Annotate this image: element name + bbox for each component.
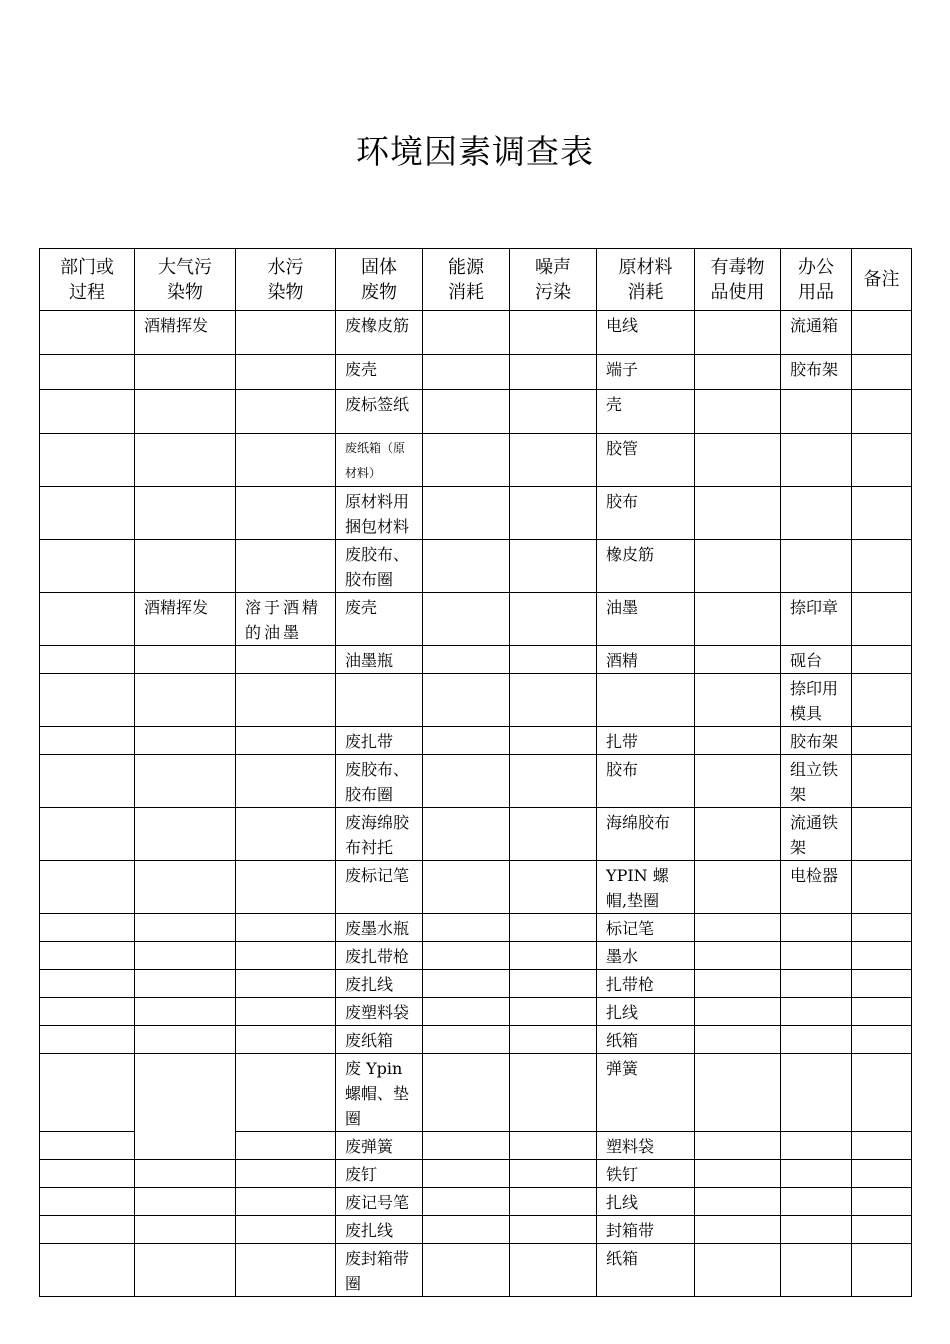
table-cell (695, 540, 781, 593)
table-cell (423, 674, 510, 727)
table-cell (423, 1026, 510, 1054)
table-cell (236, 755, 336, 808)
table-row (40, 1026, 912, 1054)
table-cell (423, 487, 510, 540)
table-cell (781, 1188, 852, 1216)
table-cell (852, 390, 912, 434)
table-cell (40, 390, 135, 434)
table-cell (40, 674, 135, 727)
table-cell (695, 487, 781, 540)
table-cell (423, 1160, 510, 1188)
table-cell: 原材料用捆包材料 (336, 487, 423, 540)
table-cell (695, 727, 781, 755)
table-cell (40, 970, 135, 998)
table-cell (781, 540, 852, 593)
table-cell (781, 1216, 852, 1244)
table-row (40, 355, 912, 390)
table-cell (510, 998, 597, 1026)
table-cell (852, 727, 912, 755)
environmental-factor-table (39, 248, 912, 1297)
table-cell (695, 1160, 781, 1188)
table-cell: 溶于酒精的油墨 (236, 593, 336, 646)
table-cell (695, 808, 781, 861)
table-cell (781, 1132, 852, 1160)
table-row (40, 646, 912, 674)
table-row (40, 487, 912, 540)
table-cell (852, 808, 912, 861)
table-cell (423, 355, 510, 390)
table-cell (423, 942, 510, 970)
table-cell (40, 808, 135, 861)
table-cell: 废扎带枪 (336, 942, 423, 970)
table-cell (510, 311, 597, 355)
table-row (40, 755, 912, 808)
table-row (40, 727, 912, 755)
table-cell (510, 1132, 597, 1160)
table-row (40, 808, 912, 861)
table-cell (781, 914, 852, 942)
table-cell (510, 1026, 597, 1054)
table-cell (135, 914, 236, 942)
table-cell (135, 861, 236, 914)
column-header-line: 消耗 (627, 281, 664, 303)
table-cell (135, 674, 236, 727)
column-header-line: 染物 (267, 281, 304, 303)
table-cell: 塑料袋 (597, 1132, 695, 1160)
table-cell: 废墨水瓶 (336, 914, 423, 942)
table-cell (40, 914, 135, 942)
column-header-line: 原材料 (618, 256, 673, 278)
table-cell (40, 727, 135, 755)
table-cell (236, 727, 336, 755)
column-header (336, 249, 423, 311)
column-header-line: 能源 (448, 256, 484, 278)
table-cell: 扎带 (597, 727, 695, 755)
table-cell: 胶布 (597, 487, 695, 540)
table-cell: 端子 (597, 355, 695, 390)
table-cell (135, 1026, 236, 1054)
table-cell (135, 646, 236, 674)
table-cell (135, 355, 236, 390)
table-cell (597, 674, 695, 727)
table-cell (40, 755, 135, 808)
table-cell (236, 970, 336, 998)
table-cell (236, 1188, 336, 1216)
table-cell (236, 1026, 336, 1054)
table-cell (695, 1216, 781, 1244)
table-cell (695, 674, 781, 727)
table-row (40, 1244, 912, 1297)
table-cell (423, 970, 510, 998)
table-cell (423, 755, 510, 808)
table-cell (40, 942, 135, 970)
table-cell (40, 861, 135, 914)
table-cell: 电检器 (781, 861, 852, 914)
table-cell (236, 674, 336, 727)
table-cell (781, 487, 852, 540)
table-cell: 标记笔 (597, 914, 695, 942)
table-cell (852, 434, 912, 487)
table-cell: 扎线 (597, 1188, 695, 1216)
table-cell (423, 727, 510, 755)
table-cell (852, 674, 912, 727)
column-header-line: 过程 (69, 281, 105, 303)
table-cell (236, 1054, 336, 1132)
table-cell (135, 390, 236, 434)
table-cell: 胶布架 (781, 355, 852, 390)
table-cell (40, 1026, 135, 1054)
column-header-line: 噪声 (535, 256, 571, 278)
table-cell (236, 540, 336, 593)
table-cell (423, 390, 510, 434)
table-cell: 废记号笔 (336, 1188, 423, 1216)
column-header (423, 249, 510, 311)
table-cell (236, 646, 336, 674)
table-cell: 废扎线 (336, 970, 423, 998)
table-cell (40, 1244, 135, 1297)
table-row (40, 1188, 912, 1216)
column-header (135, 249, 236, 311)
table-cell (510, 1160, 597, 1188)
column-header-line: 品使用 (710, 281, 765, 303)
table-cell: 废 Ypin 螺帽、垫圈 (336, 1054, 423, 1132)
table-row (40, 674, 912, 727)
table-cell (423, 311, 510, 355)
table-cell (852, 1216, 912, 1244)
table-cell (510, 1188, 597, 1216)
column-header-line: 水污 (267, 256, 304, 278)
table-row (40, 942, 912, 970)
table-cell (695, 390, 781, 434)
table-cell (135, 970, 236, 998)
table-cell (852, 646, 912, 674)
table-cell (135, 1188, 236, 1216)
table-cell (852, 755, 912, 808)
table-row (40, 390, 912, 434)
table-cell (236, 914, 336, 942)
table-cell (40, 434, 135, 487)
table-cell (135, 487, 236, 540)
table-cell (423, 434, 510, 487)
table-cell (781, 942, 852, 970)
table-cell (336, 674, 423, 727)
table-cell (695, 1244, 781, 1297)
table-cell (510, 808, 597, 861)
table-cell (510, 861, 597, 914)
table-cell (40, 311, 135, 355)
table-cell (40, 1216, 135, 1244)
table-cell (695, 434, 781, 487)
table-cell (510, 942, 597, 970)
table-cell (510, 914, 597, 942)
table-cell: 铁钉 (597, 1160, 695, 1188)
table-cell (781, 1054, 852, 1132)
table-cell (695, 355, 781, 390)
page-title: 环境因素调查表 (356, 132, 594, 171)
column-header-line: 消耗 (448, 281, 484, 303)
table-cell (236, 1244, 336, 1297)
column-header (236, 249, 336, 311)
table-cell (40, 998, 135, 1026)
table-cell (135, 1244, 236, 1297)
table-cell (423, 1216, 510, 1244)
table-cell (852, 1244, 912, 1297)
table-row (40, 861, 912, 914)
table-cell (135, 808, 236, 861)
table-cell (695, 1132, 781, 1160)
table-cell (852, 487, 912, 540)
table-cell: 电线 (597, 311, 695, 355)
table-cell: 油墨瓶 (336, 646, 423, 674)
table-cell (40, 355, 135, 390)
table-cell (510, 434, 597, 487)
column-header-line: 有毒物 (710, 256, 765, 278)
table-cell: 废弹簧 (336, 1132, 423, 1160)
table-cell (135, 434, 236, 487)
table-cell (852, 1132, 912, 1160)
table-row (40, 1216, 912, 1244)
table-cell (236, 1160, 336, 1188)
table-cell (852, 540, 912, 593)
table-cell: 纸箱 (597, 1244, 695, 1297)
table-cell: 壳 (597, 390, 695, 434)
table-cell (695, 311, 781, 355)
table-cell: 扎线 (597, 998, 695, 1026)
table-cell: 胶布架 (781, 727, 852, 755)
table-cell: 废胶布、胶布圈 (336, 755, 423, 808)
table-cell: 废胶布、胶布圈 (336, 540, 423, 593)
table-cell (236, 434, 336, 487)
table-cell (695, 942, 781, 970)
table-cell (695, 914, 781, 942)
table-cell (781, 1244, 852, 1297)
table-cell: 扎带枪 (597, 970, 695, 998)
table-cell (135, 942, 236, 970)
table-cell (781, 434, 852, 487)
table-cell (135, 1054, 236, 1160)
table-cell: 废海绵胶布衬托 (336, 808, 423, 861)
table-cell (423, 540, 510, 593)
table-cell (781, 970, 852, 998)
table-cell: 橡皮筋 (597, 540, 695, 593)
table-cell (236, 1216, 336, 1244)
column-header-line: 污染 (535, 281, 571, 303)
column-header-line: 部门或 (60, 256, 114, 278)
table-cell (510, 1054, 597, 1132)
table-cell (510, 970, 597, 998)
table-cell (510, 1216, 597, 1244)
table-cell: 废封箱带圈 (336, 1244, 423, 1297)
table-cell: 酒精 (597, 646, 695, 674)
table-row (40, 434, 912, 487)
table-cell (423, 914, 510, 942)
table-cell: 弹簧 (597, 1054, 695, 1132)
table-cell (852, 1026, 912, 1054)
column-header (695, 249, 781, 311)
table-cell (852, 1054, 912, 1132)
table-cell (40, 487, 135, 540)
table-cell: 废塑料袋 (336, 998, 423, 1026)
column-header-line: 办公 (798, 256, 834, 278)
column-header (781, 249, 852, 311)
table-cell: 流通铁架 (781, 808, 852, 861)
table-cell: 酒精挥发 (135, 311, 236, 355)
table-cell (695, 755, 781, 808)
table-cell (236, 311, 336, 355)
table-cell (423, 998, 510, 1026)
table-cell (135, 540, 236, 593)
table-cell (423, 1132, 510, 1160)
table-cell: 油墨 (597, 593, 695, 646)
table-cell (781, 1160, 852, 1188)
table-cell (510, 646, 597, 674)
table-cell (423, 1188, 510, 1216)
column-header-line: 废物 (361, 281, 397, 303)
table-cell: 砚台 (781, 646, 852, 674)
table-row (40, 540, 912, 593)
table-row (40, 998, 912, 1026)
table-cell (695, 646, 781, 674)
table-cell: 废标记笔 (336, 861, 423, 914)
table-cell (236, 861, 336, 914)
table-cell (40, 1054, 135, 1132)
table-cell: 废纸箱 (336, 1026, 423, 1054)
table-cell (236, 942, 336, 970)
table-row (40, 970, 912, 998)
table-row (40, 593, 912, 646)
table-row (40, 311, 912, 355)
table-cell (423, 1244, 510, 1297)
table-cell: YPIN 螺帽,垫圈 (597, 861, 695, 914)
table-cell: 流通箱 (781, 311, 852, 355)
table-cell (236, 390, 336, 434)
table-cell (852, 1188, 912, 1216)
table-cell (236, 487, 336, 540)
table-cell: 废纸箱（原材料） (336, 434, 423, 487)
header-row (40, 249, 912, 311)
table-cell: 封箱带 (597, 1216, 695, 1244)
table-cell (695, 1054, 781, 1132)
table-cell (695, 861, 781, 914)
table-cell (135, 1216, 236, 1244)
table-cell (40, 1160, 135, 1188)
table-cell (135, 727, 236, 755)
table-cell (695, 593, 781, 646)
table-cell (695, 1026, 781, 1054)
table-cell (695, 998, 781, 1026)
table-cell (510, 1244, 597, 1297)
table-cell (40, 646, 135, 674)
table-cell (510, 674, 597, 727)
table-row (40, 1054, 912, 1132)
column-header (852, 249, 912, 311)
table-cell: 墨水 (597, 942, 695, 970)
column-header-line: 用品 (798, 281, 834, 303)
table-row (40, 914, 912, 942)
table-cell (510, 355, 597, 390)
table-cell (236, 1132, 336, 1160)
table-cell: 废橡皮筋 (336, 311, 423, 355)
table-cell (40, 540, 135, 593)
column-header-line: 大气污 (158, 256, 212, 278)
table-cell (40, 1132, 135, 1160)
table-cell (695, 970, 781, 998)
table-cell (510, 487, 597, 540)
table-cell (852, 970, 912, 998)
table-cell (135, 998, 236, 1026)
table-cell (40, 1188, 135, 1216)
table-cell: 废壳 (336, 593, 423, 646)
table-cell: 纸箱 (597, 1026, 695, 1054)
column-header-line: 染物 (167, 281, 203, 303)
table-cell (781, 390, 852, 434)
table-cell: 胶布 (597, 755, 695, 808)
table-cell (852, 914, 912, 942)
table-cell (423, 1054, 510, 1132)
table-cell (695, 1188, 781, 1216)
table-cell: 组立铁架 (781, 755, 852, 808)
table-cell (236, 998, 336, 1026)
table-cell (510, 593, 597, 646)
column-header-line: 备注 (863, 269, 900, 290)
table-cell (510, 390, 597, 434)
column-header-line: 固体 (361, 256, 397, 278)
table-cell (852, 593, 912, 646)
table-cell: 捺印章 (781, 593, 852, 646)
table-cell: 废扎线 (336, 1216, 423, 1244)
column-header (40, 249, 135, 311)
table-cell (852, 861, 912, 914)
table-cell (423, 808, 510, 861)
table-cell (423, 646, 510, 674)
table-cell: 捺印用模具 (781, 674, 852, 727)
table-cell: 废扎带 (336, 727, 423, 755)
table-cell (236, 355, 336, 390)
table-cell (236, 808, 336, 861)
table-cell (423, 593, 510, 646)
table-cell (40, 593, 135, 646)
table-cell (852, 1160, 912, 1188)
table-cell (135, 1160, 236, 1188)
table-cell (510, 727, 597, 755)
table-row (40, 1160, 912, 1188)
table-cell: 废壳 (336, 355, 423, 390)
table-cell (781, 1026, 852, 1054)
table-cell: 废标签纸 (336, 390, 423, 434)
table-cell (852, 942, 912, 970)
table-cell (510, 755, 597, 808)
table-cell (852, 355, 912, 390)
table-cell: 酒精挥发 (135, 593, 236, 646)
column-header (597, 249, 695, 311)
table-cell: 海绵胶布 (597, 808, 695, 861)
table-cell: 废钉 (336, 1160, 423, 1188)
table-cell (852, 311, 912, 355)
table-cell: 胶管 (597, 434, 695, 487)
table-cell (423, 861, 510, 914)
table-cell (852, 998, 912, 1026)
table-cell (510, 540, 597, 593)
table-cell (781, 998, 852, 1026)
table-cell (135, 755, 236, 808)
column-header (510, 249, 597, 311)
